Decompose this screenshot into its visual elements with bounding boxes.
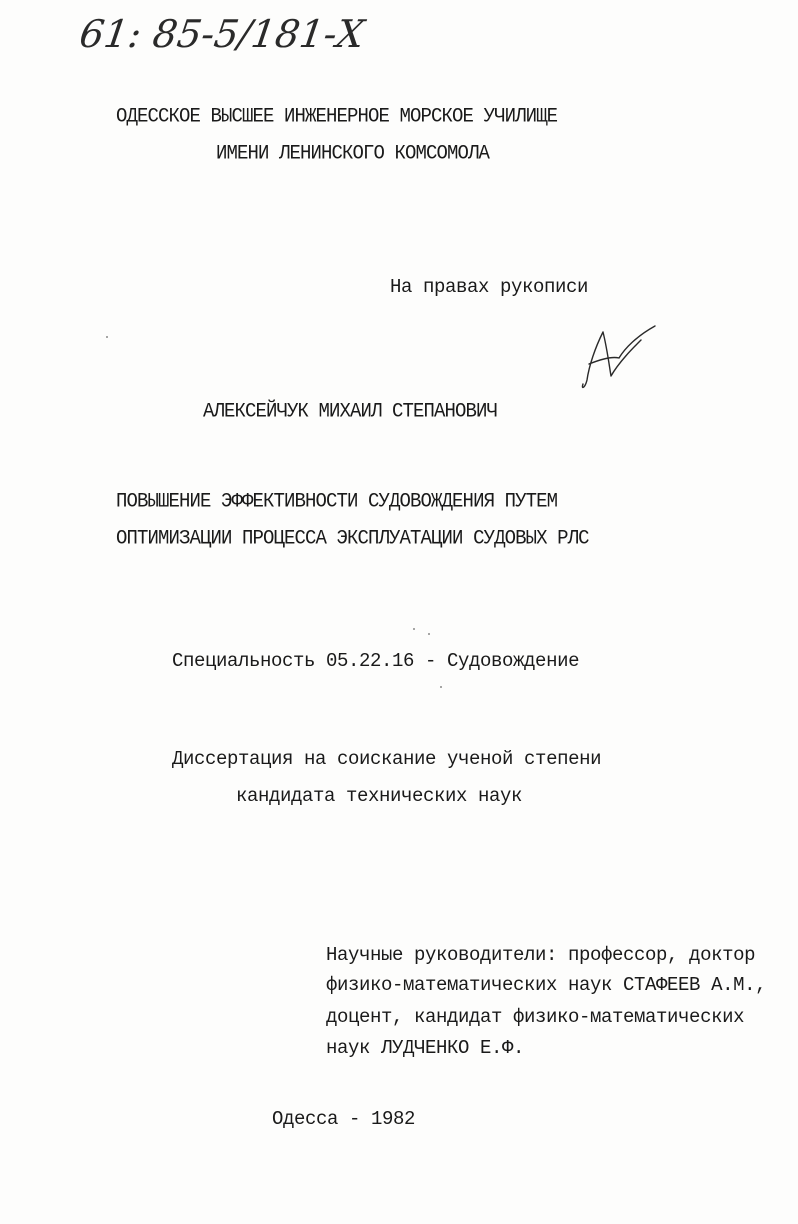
scan-speck [106,336,108,338]
degree-line-1: Диссертация на соискание ученой степени [172,748,602,770]
supervisors-line-3: доцент, кандидат физико-математических [326,1006,745,1028]
signature-mark [575,318,665,398]
author-name: АЛЕКСЕЙЧУК МИХАИЛ СТЕПАНОВИЧ [203,399,498,423]
archive-code-handwritten: 61: 85-5/181-Х [76,12,367,56]
supervisors-line-1: Научные руководители: профессор, доктор [326,944,756,966]
manuscript-rights-note: На правах рукописи [390,276,589,298]
institution-line-1: ОДЕССКОЕ ВЫСШЕЕ ИНЖЕНЕРНОЕ МОРСКОЕ УЧИЛИЩЕ [116,104,558,128]
specialty-line: Специальность 05.22.16 - Судовождение [172,650,580,672]
title-line-2: ОПТИМИЗАЦИИ ПРОЦЕССА ЭКСПЛУАТАЦИИ СУДОВЫХ РЛС [116,526,589,550]
supervisors-line-4: наук ЛУДЧЕНКО Е.Ф. [326,1037,525,1059]
scan-speck [413,628,415,630]
scan-speck [428,633,430,635]
place-and-year: Одесса - 1982 [272,1108,416,1130]
supervisors-line-2: физико-математических наук СТАФЕЕВ А.М., [326,974,767,996]
scan-speck [440,686,442,688]
title-line-1: ПОВЫШЕНИЕ ЭФФЕКТИВНОСТИ СУДОВОЖДЕНИЯ ПУТЕМ [116,489,558,513]
institution-line-2: ИМЕНИ ЛЕНИНСКОГО КОМСОМОЛА [216,141,490,165]
degree-line-2: кандидата технических наук [236,785,523,807]
